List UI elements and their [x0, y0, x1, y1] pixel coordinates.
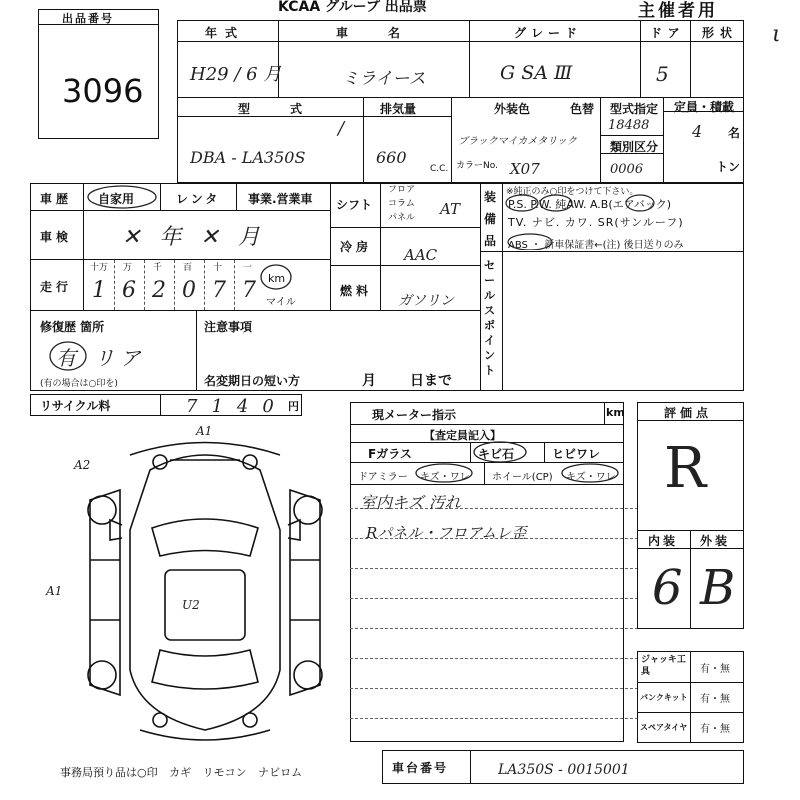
equipment-line-2: TV. ナビ. カワ. SR(サンルーフ)	[508, 216, 684, 229]
inspection-value: ✕ 年 ✕ 月	[122, 225, 266, 250]
fglass-value: キビ石	[478, 447, 515, 461]
car-body-diagram	[70, 430, 340, 750]
meter-unit: km	[606, 406, 625, 419]
mileage-header-1k: 千	[153, 263, 163, 273]
exterior-label: 外装色	[494, 102, 531, 116]
mileage-header-10: 十	[213, 263, 223, 273]
organizer-label: 主催者用	[638, 1, 718, 21]
equipment-line-3: ABS ・ 新車保証書←(注) 後日送りのみ	[508, 240, 684, 251]
wheel-value: キズ・ワレ	[566, 472, 616, 483]
office-note: 事務局預り品は○印 カギ リモコン ナビロム	[60, 766, 303, 779]
fuel-label: 燃料	[340, 284, 373, 298]
inspector-comment-1: 室内キズ 汚れ	[360, 493, 461, 512]
category-label: 類別区分	[610, 140, 659, 154]
diagram-mark-front: A1	[196, 424, 213, 438]
puncture-label: パンクキット	[640, 693, 688, 702]
displacement-label: 排気量	[380, 102, 417, 116]
jack-value: 有・無	[700, 664, 730, 675]
mileage-header-10k: 万	[123, 263, 133, 273]
repair-circle	[46, 338, 90, 374]
load-unit: トン	[716, 160, 741, 174]
exterior-score-value: B	[700, 560, 736, 616]
jack-label: ジャッキ工具	[641, 655, 686, 677]
name-label: 車名	[336, 26, 441, 40]
recycle-unit: 円	[288, 400, 299, 413]
wheel-label: ホイール(CP)	[492, 472, 553, 483]
category-value: 0006	[610, 162, 644, 177]
diagram-mark-left: A1	[46, 584, 63, 598]
displacement-value: 660	[376, 148, 407, 167]
mileage-digit: 0	[182, 278, 196, 303]
report-title: KCAA グループ 出品票	[278, 0, 427, 15]
capacity-unit: 名	[728, 126, 741, 140]
history-option-private[interactable]: 自家用	[98, 192, 135, 206]
interior-value: 6	[652, 560, 683, 616]
equipment-line-1: P.S. P.W. 純AW. A.B(エアバック)	[508, 198, 672, 211]
mileage-header-100: 百	[183, 263, 193, 273]
interior-label: 内装	[648, 534, 679, 548]
shift-option-floor[interactable]: フロア	[388, 185, 416, 195]
equipment-note: ※純正のみ○印をつけて下さい。	[506, 187, 639, 197]
capacity-value: 4	[692, 122, 703, 141]
chassis-value: LA350S - 0015001	[498, 762, 630, 778]
crack-label: ヒビワレ	[552, 447, 601, 461]
type-spec-value: 18488	[608, 118, 650, 133]
equipment-circles	[500, 190, 740, 250]
mileage-digit: 1	[92, 278, 106, 303]
mileage-digit: 7	[212, 278, 226, 303]
mileage-unit-circle	[258, 262, 294, 292]
repair-label: 修復歴 箇所	[40, 320, 105, 334]
lot-number-label: 出品番号	[62, 12, 114, 25]
notes-label: 注意事項	[204, 320, 253, 334]
meter-label: 現メーター指示	[372, 408, 457, 422]
mileage-header-100k: 十万	[90, 263, 109, 273]
color-no-value: X07	[510, 160, 540, 178]
mileage-digit: 6	[122, 278, 136, 303]
plate-label: 名変期日の短い方	[204, 374, 301, 388]
spare-label: スペアタイヤ	[640, 723, 688, 732]
shift-value: AT	[440, 200, 461, 218]
recycle-value: 7140	[186, 396, 288, 417]
score-label: 評価点	[664, 406, 713, 420]
fglass-circle	[470, 438, 530, 466]
corner-mark: ι	[772, 22, 781, 47]
equipment-label: 装備品	[484, 190, 497, 248]
mileage-unit-mile: マイル	[266, 297, 296, 308]
mileage-digit: 7	[242, 278, 256, 303]
score-value: R	[664, 436, 707, 501]
chassis-label: 車台番号	[392, 761, 449, 775]
aircon-value: AAC	[404, 246, 438, 264]
mirror-value: キズ・ワレ	[420, 472, 470, 483]
year-label: 年式	[205, 26, 246, 40]
shape-label: 形状	[702, 26, 739, 40]
shift-label: シフト	[336, 198, 373, 212]
inspection-label: 車検	[40, 230, 73, 244]
grade-value: G SA Ⅲ	[500, 62, 573, 84]
puncture-value: 有・無	[700, 694, 730, 705]
mirror-label: ドアミラー	[358, 472, 408, 483]
model-label: 型式	[238, 102, 343, 116]
history-option-rental[interactable]: レンタ	[176, 192, 221, 206]
capacity-label: 定員・積載	[674, 100, 735, 114]
lot-number: 3096	[62, 72, 144, 110]
grade-label: グレード	[514, 26, 583, 40]
mileage-digit: 2	[152, 278, 166, 303]
shift-option-column[interactable]: コラム	[388, 199, 415, 209]
sales-point-label: セールスポイント	[484, 259, 495, 377]
exterior-score-label: 外装	[700, 534, 731, 548]
mileage-unit-km: km	[268, 272, 286, 285]
color-no-label: カラーNo.	[456, 161, 498, 171]
repair-note: (有の場合は○印を)	[40, 379, 118, 389]
doors-value: 5	[656, 62, 669, 86]
mileage-label: 走行	[40, 280, 73, 294]
history-option-business[interactable]: 事業.営業車	[248, 192, 313, 206]
history-label: 車歴	[40, 192, 73, 206]
model-value: DBA - LA350S	[190, 148, 306, 167]
aircon-label: 冷房	[340, 240, 373, 254]
mileage-digits	[84, 260, 264, 310]
color-change-label: 色替	[570, 102, 595, 116]
shift-option-panel[interactable]: パネル	[388, 213, 416, 223]
fglass-label: Fガラス	[368, 447, 412, 461]
wheel-circle	[558, 460, 624, 486]
model-tick: /	[338, 118, 345, 139]
year-value: H29 / 6 月	[190, 64, 282, 85]
diagram-mark-front-left: A2	[74, 458, 91, 472]
recycle-label: リサイクル料	[40, 399, 111, 413]
mileage-header-1: 一	[243, 263, 253, 273]
inspector-comment-2: Rパネル・フロアムレ歪	[366, 524, 527, 542]
plate-month: 月	[362, 373, 376, 389]
spare-value: 有・無	[700, 724, 730, 735]
diagram-mark-roof: U2	[182, 598, 200, 612]
displacement-unit: C.C.	[430, 164, 449, 174]
history-selected-circle	[86, 183, 162, 213]
mirror-circle	[412, 460, 476, 486]
doors-label: ドア	[650, 26, 686, 40]
repair-value: 有 リア	[56, 346, 147, 370]
exterior-value: ブラックマイカメタリック	[458, 136, 577, 147]
name-value: ミライース	[342, 69, 426, 89]
inspector-header: 【査定員記入】	[424, 429, 501, 442]
fuel-value: ガソリン	[398, 293, 454, 309]
plate-day: 日まで	[410, 373, 452, 389]
type-spec-label: 型式指定	[610, 102, 659, 116]
